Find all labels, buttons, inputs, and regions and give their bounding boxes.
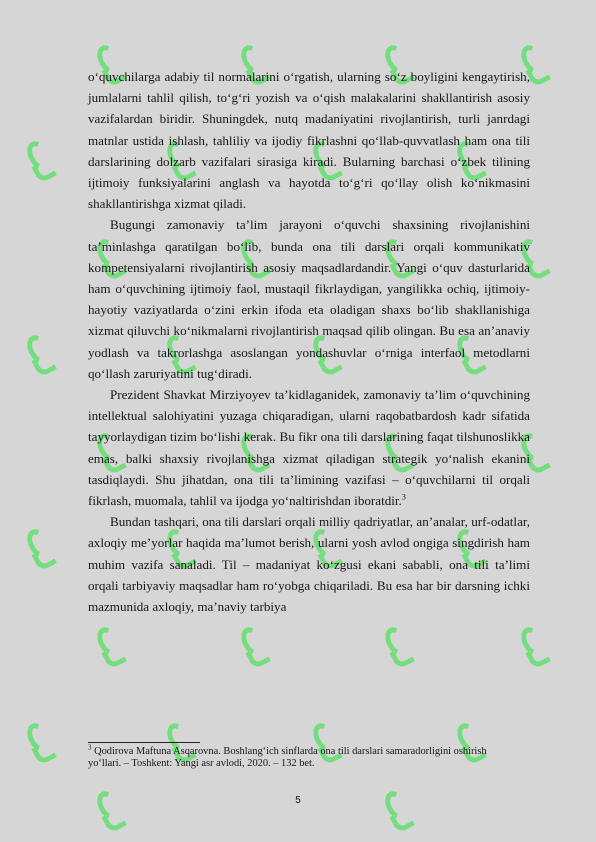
green-logo-watermark bbox=[17, 718, 64, 771]
footnote-reference[interactable]: 3 bbox=[401, 492, 406, 502]
footnote-divider bbox=[88, 742, 200, 743]
paragraph-text: Prezident Shavkat Mirziyoyev ta’kidlaganidek, zamonaviy ta’lim o‘quvchining intellektual salohiyatini yuzaga chiqaradigan, ularni raqobatbardosh kadr sifatida tayyorlaydigan tizim bo‘lishi kerak. Bu fikr ona tili darslarining faqat tilshunoslikka emas, balki shaxsiy rivojlanishga xizmat qiladigan strategik yo‘nalish ekanini tasdiqlaydi. Shu jihatdan, ona tili ta’limining vazifasi – o‘quvchilarni til orqali fikrlash, muomala, tahlil va ijodga yo‘naltirishdan iboratdir. bbox=[88, 387, 530, 509]
paragraph bbox=[88, 384, 530, 511]
green-logo-watermark bbox=[375, 622, 422, 675]
green-logo-watermark bbox=[17, 330, 64, 383]
green-logo-watermark bbox=[17, 136, 64, 189]
green-logo-watermark bbox=[87, 622, 134, 675]
paragraph: Bundan tashqari, ona tili darslari orqali milliy qadriyatlar, an’analar, urf-odatlar, axloqiy me’yorlar haqida ma’lumot berish, ularni yosh avlod ongiga singdirish ham muhim vazifa sanaladi. Til – madaniyat ko‘zgusi ekani sababli, ona tili ta’limi orqali tarbiyaviy maqsadlar ham ro‘yobga chiqariladi. Bu esa har bir darsning ichki mazmunida axloqiy, ma’naviy tarbiya bbox=[88, 514, 530, 615]
green-logo-watermark bbox=[375, 786, 422, 839]
paragraph: o‘quvchilarga adabiy til normalarini o‘rgatish, ularning so‘z boyligini kengaytirish, jumlalarni tahlil qilish, to‘g‘ri yozish va o‘qish malakalarini shakllantirish asosiy vazifalardan biridir. Shuningdek, nutq madaniyatini rivojlantirish, turli janrdagi matnlar ustida ishlash, tahliliy va ijodiy fikrlashni qo‘llab-quvvatlash ham ona tili darslarining dolzarb vazifalari sirasiga kiradi. Bularning barchasi o‘zbek tilining ijtimoiy funksiyalarini anglash va hayotda to‘g‘ri qo‘llay olish ko‘nikmasini shakllantirishga xizmat qiladi. bbox=[88, 69, 530, 212]
footnote-text: Qodirova Maftuna Asqarovna. Boshlang‘ich sinflarda ona tili darslari samaradorligini oshirish yo‘llari. – Toshkent: Yangi asr avlodi, 2020. – 132 bet. bbox=[88, 746, 487, 770]
footnote bbox=[88, 743, 518, 771]
green-logo-watermark bbox=[87, 786, 134, 839]
footnote-number: 3 bbox=[88, 743, 92, 752]
paragraph: Bugungi zamonaviy ta’lim jarayoni o‘quvchi shaxsining rivojlanishini ta’minlashga qaratilgan bo‘lib, bunda ona tili darslari orqali kommunikativ kompetensiyalarni rivojlantirish asosiy maqsadlardandir. Yangi o‘quv dasturlarida ham o‘quvchining ijtimoiy faol, mustaqil fikrlaydigan, yangilikka ochiq, ijtimoiy-hayotiy vaziyatlarda o‘zini erkin ifoda eta oladigan shaxs bo‘lib shakllanishiga xizmat qiluvchi ko‘nikmalarni rivojlantirish maqsad qilib olingan. Bu esa an’anaviy yodlash va takrorlashga asoslangan yondashuvlar o‘rniga interfaol metodlarni qo‘llash zaruriyatini tug‘diradi. bbox=[88, 217, 530, 381]
page-number: 5 bbox=[295, 795, 301, 806]
green-logo-watermark bbox=[17, 524, 64, 577]
green-logo-watermark bbox=[231, 622, 278, 675]
green-logo-watermark bbox=[511, 622, 558, 675]
body-text bbox=[88, 66, 530, 617]
